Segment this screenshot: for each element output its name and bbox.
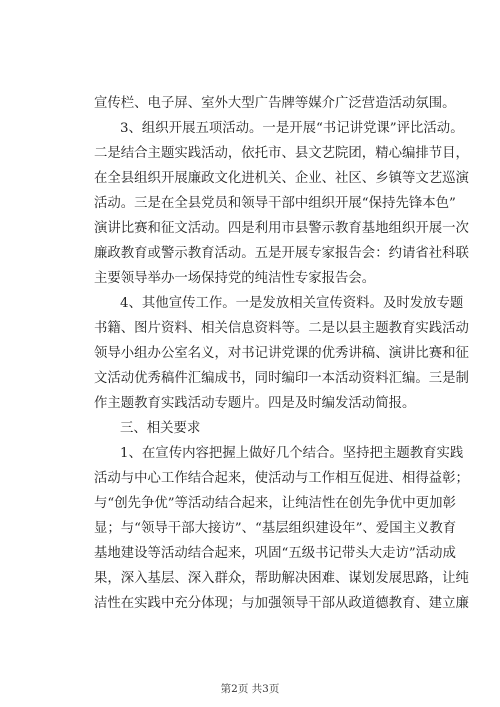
paragraph-line: 廉政教育或警示教育活动。五是开展专家报告会：约请省社科联	[94, 246, 469, 261]
paragraph-line: 文活动优秀稿件汇编成书，同时编印一本活动资料汇编。三是制	[94, 371, 469, 386]
paragraph-line: 1、在宣传内容把握上做好几个结合。坚持把主题教育实践	[120, 446, 464, 461]
paragraph-line: 洁性在实践中充分体现；与加强领导干部从政道德教育、建立廉	[94, 596, 469, 611]
paragraph-line: 4、其他宣传工作。一是发放相关宣传资料。及时发放专题	[120, 296, 464, 311]
paragraph-line: 主要领导举办一场保持党的纯洁性专家报告会。	[94, 271, 376, 286]
section-heading: 三、相关要求	[120, 421, 201, 436]
page-number-footer: 第2页 共3页	[220, 683, 280, 695]
paragraph-line: 书籍、图片资料、相关信息资料等。二是以县主题教育实践活动	[94, 321, 469, 336]
paragraph-line: 果，深入基层、深入群众，帮助解决困难、谋划发展思路，让纯	[94, 571, 469, 586]
paragraph-line: 显；与“领导干部大接访”、“基层组织建设年”、爱国主义教育	[94, 521, 457, 536]
paragraph-line: 3、组织开展五项活动。一是开展“书记讲党课”评比活动。	[120, 121, 464, 136]
paragraph-line: 在全县组织开展廉政文化进机关、企业、社区、乡镇等文艺巡演	[94, 171, 469, 186]
paragraph-line: 与“创先争优”等活动结合起来，让纯洁性在创先争优中更加彰	[94, 496, 456, 511]
paragraph-line: 活动与中心工作结合起来，使活动与工作相互促进、相得益彰；	[94, 471, 469, 486]
paragraph-line: 演讲比赛和征文活动。四是利用市县警示教育基地组织开展一次	[94, 221, 469, 236]
paragraph-line: 二是结合主题实践活动，依托市、县文艺院团，精心编排节目，	[94, 146, 469, 161]
paragraph-line: 宣传栏、电子屏、室外大型广告牌等媒介广泛营造活动氛围。	[94, 96, 456, 111]
paragraph-line: 活动。三是在全县党员和领导干部中组织开展“保持先锋本色”	[94, 196, 456, 211]
paragraph-line: 基地建设等活动结合起来，巩固“五级书记带头大走访”活动成	[94, 546, 456, 561]
paragraph-line: 领导小组办公室名义，对书记讲党课的优秀讲稿、演讲比赛和征	[94, 346, 469, 361]
paragraph-line: 作主题教育实践活动专题片。四是及时编发活动简报。	[94, 396, 416, 411]
